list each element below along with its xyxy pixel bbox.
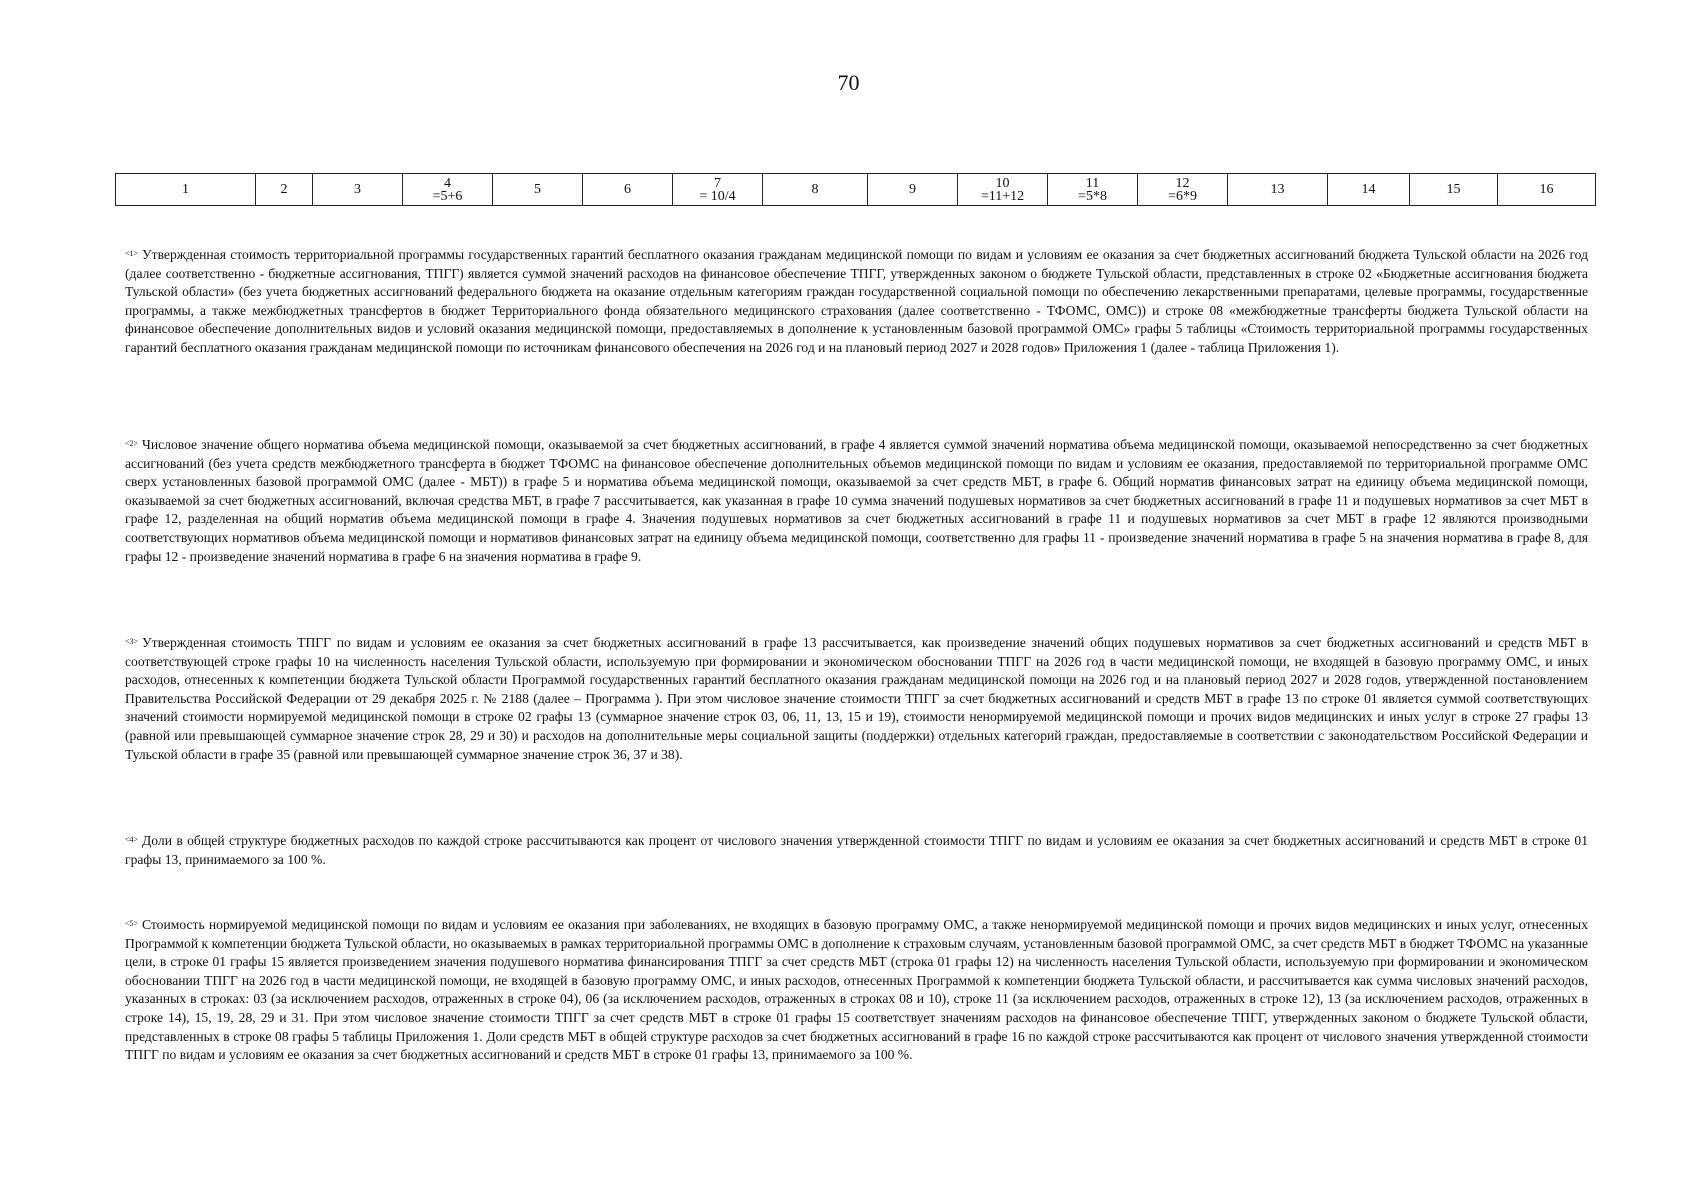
footnote-marker: <5> (125, 919, 139, 928)
column-formula: =5*8 (1078, 188, 1107, 204)
column-number: 2 (280, 182, 288, 197)
column-number: 9 (909, 182, 916, 197)
footnote-text: Доли в общей структуре бюджетных расходов по каждой строке рассчитываются как процент от числового значения утвержденной стоимости ТПГГ по видам и условиям ее оказания за счет бюджетных ассигнований и средств МБТ в строке 01 графы 13, принимаемого за 100 %. (125, 833, 1588, 867)
footnote-text: Утвержденная стоимость ТПГГ по видам и условиям ее оказания за счет бюджетных ассигнований в графе 13 рассчитывается, как произведение значений общих подушевых нормативов за счет бюджетных ассигнований и средств МБТ в соответствующей строке графы 10 на численность населения Тульской области, используемую при формировании и экономическом обосновании ТПГГ на 2026 год в части медицинской помощи, не входящей в базовую программу ОМС, и иных расходов, отнесенных к компетенции бюджета Тульской области Программой государственных гарантий бесплатного оказания гражданам медицинской помощи на 2026 год и на плановый период 2027 и 2028 годов, утвержденной постановлением Правительства Российской Федерации от 29 декабря 2025 г. № 2188 (далее – Программа ). При этом числовое значение стоимости ТПГГ за счет бюджетных ассигнований и средств МБТ в графе 13 по строке 01 является суммой соответствующих значений стоимости нормируемой медицинской помощи в строке 02 графы 13 (суммарное значение строк 03, 06, 11, 13, 15 и 19), стоимости ненормируемой медицинской помощи и прочих видов медицинских и иных услуг в строке 27 графы 13 (равной или превышающей суммарное значение строк 28, 29 и 30) и расходов на дополнительные меры социальной защиты (поддержки) отдельных категорий граждан, предоставляемые в соответствии с законодательством Российской Федерации и Тульской области в графе 35 (равной или превышающей суммарное значение строк 36, 37 и 38). (125, 635, 1588, 762)
column-header-cell (493, 174, 583, 206)
column-header-cell (868, 174, 958, 206)
column-number-header-table (115, 173, 1596, 206)
column-header-cell (1138, 174, 1228, 206)
column-header-cell (313, 174, 403, 206)
column-formula: =11+12 (980, 188, 1025, 204)
footnote-text: Стоимость нормируемой медицинской помощи по видам и условиям ее оказания при заболеваниях, не входящих в базовую программу ОМС, а также ненормируемой медицинской помощи и прочих видов медицинских и иных услуг, отнесенных Программой к компетенции бюджета Тульской области, но оказываемых в рамках территориальной программы ОМС в дополнение к страховым случаям, установленным базовой программой ОМС, за счет средств МБТ в бюджет ТФОМС на указанные цели, в строке 01 графы 15 является произведением значения подушевого норматива финансирования ТПГГ за счет средств МБТ (строка 01 графы 12) на численность населения Тульской области, используемую при формировании и экономическом обосновании ТПГГ на 2026 год в части медицинской помощи, не входящей в базовую программу ОМС, и иных расходов, отнесенных Программой к компетенции бюджета Тульской области, и рассчитывается как сумма числовых значений расходов, указанных в строках: 03 (за исключением расходов, отраженных в строке 04), 06 (за исключением расходов, отраженных в строках 08 и 10), строке 11 (за исключением расходов, отраженных в строке 12), 13 (за исключением расходов, отраженных в строке 14), 15, 19, 28, 29 и 31. При этом числовое значение стоимости ТПГГ за счет средств МБТ в строке 01 графы 15 соответствует значениям расходов на финансовое обеспечение ТПГГ, утвержденных законом о бюджете Тульской области, представленных в строке 08 графы 5 таблицы Приложения 1. Доли средств МБТ в общей структуре расходов за счет бюджетных ассигнований в графе 16 по каждой строке рассчитываются как процент от числового значения утвержденной стоимости ТПГГ по видам и условиям ее оказания за счет бюджетных ассигнований и средств МБТ в строке 01 графы 13, принимаемого за 100 %. (125, 917, 1588, 1063)
column-number: 3 (354, 182, 361, 197)
column-header-cell (403, 174, 493, 206)
column-header-cell (1498, 174, 1596, 206)
column-number: 14 (1361, 182, 1376, 197)
column-header-cell (1328, 174, 1410, 206)
footnote-4 (125, 832, 1588, 869)
footnote-text: Утвержденная стоимость территориальной программы государственных гарантий бесплатного оказания гражданам медицинской помощи по видам и условиям ее оказания за счет бюджетных ассигнований бюджета Тульской области на 2026 год (далее соответственно - бюджетные ассигнования, ТПГГ) является суммой значений расходов на финансовое обеспечение ТПГГ, утвержденных законом о бюджете Тульской области, представленных в строке 02 «Бюджетные ассигнования бюджета Тульской области» (без учета бюджетных ассигнований федерального бюджета на оказание отдельным категориям граждан государственной социальной помощи по обеспечению лекарственными препаратами, целевые программы, государственные программы, а также межбюджетных трансфертов в бюджет Территориального фонда обязательного медицинского страхования (далее соответственно - ТФОМС, ОМС)) и строке 08 «межбюджетные трансферты бюджета Тульской области на финансовое обеспечение дополнительных видов и условий оказания медицинской помощи, предоставляемых в дополнение к установленным базовой программой ОМС» графы 5 таблицы «Стоимость территориальной программы государственных гарантий бесплатного оказания гражданам медицинской помощи по источникам финансового обеспечения на 2026 год и на плановый период 2027 и 2028 годов» Приложения 1 (далее - таблица Приложения 1). (125, 247, 1588, 355)
footnote-marker: <4> (125, 835, 139, 844)
footnote-marker: <1> (125, 249, 139, 258)
column-header-cell (1410, 174, 1498, 206)
column-number: 16 (1539, 182, 1554, 197)
column-number: 12 (1175, 175, 1190, 191)
column-header-cell (583, 174, 673, 206)
footnote-3 (125, 634, 1588, 764)
column-number: 6 (624, 182, 631, 197)
column-number: 7 (714, 175, 721, 191)
column-number: 13 (1270, 182, 1285, 197)
column-header-cell (116, 174, 256, 206)
footnote-1 (125, 246, 1588, 358)
column-number: 15 (1446, 182, 1461, 197)
column-header-cell (673, 174, 763, 206)
column-formula: = 10/4 (699, 188, 736, 204)
column-header-cell (1048, 174, 1138, 206)
column-formula: =6*9 (1168, 188, 1197, 204)
column-header-cell (1228, 174, 1328, 206)
column-header-cell (958, 174, 1048, 206)
footnote-marker: <2> (125, 439, 139, 448)
column-formula: =5+6 (432, 188, 463, 204)
footnote-2 (125, 436, 1588, 566)
column-number: 8 (811, 182, 819, 197)
footnote-text: Числовое значение общего норматива объема медицинской помощи, оказываемой за счет бюджетных ассигнований, в графе 4 является суммой значений норматива объема медицинской помощи, оказываемой непосредственно за счет бюджетных ассигнований (без учета средств межбюджетного трансферта в бюджет ТФОМС на финансовое обеспечение дополнительных объемов медицинской помощи по видам и условиям ее оказания, предоставляемой по территориальной программе ОМС сверх установленных базовой программой ОМС (далее - МБТ)) в графе 5 и норматива объема медицинской помощи, оказываемой за счет средств МБТ, в графе 6. Общий норматив финансовых затрат на единицу объема медицинской помощи, оказываемой за счет бюджетных ассигнований, включая средства МБТ, в графе 7 рассчитывается, как указанная в графе 10 сумма значений подушевых нормативов за счет бюджетных ассигнований в графе 11 и подушевых нормативов за счет МБТ в графе 12, разделенная на общий норматив объема медицинской помощи в графе 4. Значения подушевых нормативов за счет бюджетных ассигнований в графе 11 и подушевых нормативов за счет МБТ в графе 12 являются производными соответствующих нормативов объема медицинской помощи и нормативов финансовых затрат на единицу объема медицинской помощи, соответственно для графы 11 - произведение значений норматива в графе 5 на значения норматива в графе 8, для графы 12 - произведение значений норматива в графе 6 на значения норматива в графе 9. (125, 437, 1588, 564)
footnote-marker: <3> (125, 637, 139, 646)
column-header-cell (763, 174, 868, 206)
column-header-cell (256, 174, 313, 206)
column-number: 11 (1085, 175, 1100, 191)
header-row (116, 174, 1596, 206)
footnote-5 (125, 916, 1588, 1065)
column-number: 4 (444, 175, 451, 191)
column-number: 5 (534, 182, 541, 197)
column-number: 1 (182, 182, 189, 197)
column-number: 10 (995, 175, 1010, 191)
page-number: 70 (837, 70, 860, 95)
